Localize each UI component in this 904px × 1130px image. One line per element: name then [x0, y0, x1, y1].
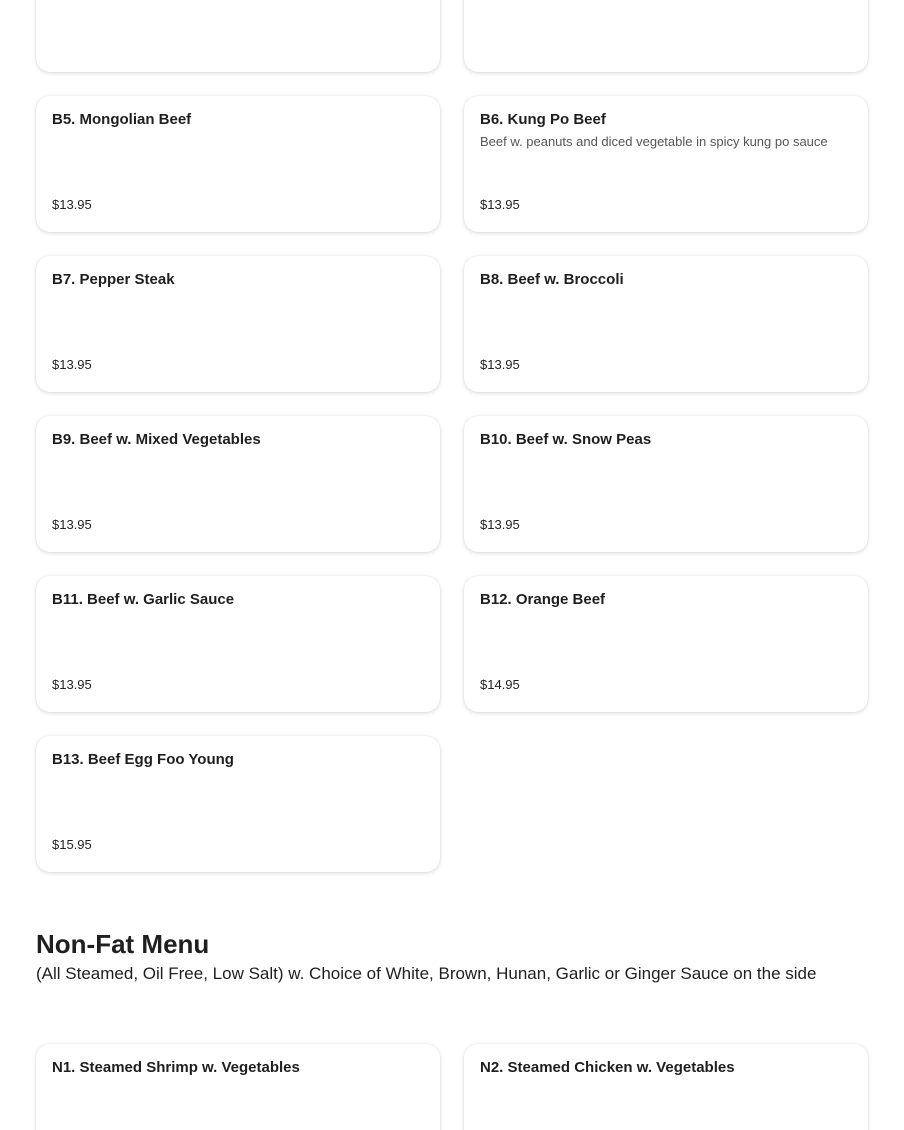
- item-price: $13.95: [480, 197, 520, 212]
- item-price: $13.95: [480, 517, 520, 532]
- menu-item-card[interactable]: [36, 1044, 440, 1130]
- item-price: $15.95: [52, 837, 92, 852]
- menu-item-card[interactable]: [36, 416, 440, 552]
- item-price: $14.95: [480, 677, 520, 692]
- item-name: B6. Kung Po Beef: [480, 111, 606, 128]
- menu-item-card[interactable]: [464, 96, 868, 232]
- item-description: Beef w. peanuts and diced vegetable in spicy kung po sauce: [480, 134, 828, 149]
- menu-item-card[interactable]: [464, 576, 868, 712]
- menu-item-card[interactable]: [464, 0, 868, 72]
- menu-item-card[interactable]: [464, 1044, 868, 1130]
- item-name: B10. Beef w. Snow Peas: [480, 431, 652, 448]
- item-name: B8. Beef w. Broccoli: [480, 271, 624, 288]
- menu-item-card[interactable]: [36, 96, 440, 232]
- section-title: Non-Fat Menu: [36, 929, 210, 959]
- item-name: B11. Beef w. Garlic Sauce: [52, 591, 235, 608]
- item-name: N1. Steamed Shrimp w. Vegetables: [52, 1059, 300, 1076]
- menu-item-card[interactable]: [36, 736, 440, 872]
- item-name: N2. Steamed Chicken w. Vegetables: [480, 1059, 735, 1076]
- menu-item-card[interactable]: [464, 416, 868, 552]
- section-subtitle: (All Steamed, Oil Free, Low Salt) w. Choice of White, Brown, Hunan, Garlic or Ginger Sauce on the side: [36, 964, 817, 983]
- item-name: B9. Beef w. Mixed Vegetables: [52, 431, 261, 448]
- menu-item-card[interactable]: [36, 576, 440, 712]
- item-name: B7. Pepper Steak: [52, 271, 175, 288]
- menu-item-card[interactable]: [36, 0, 440, 72]
- menu-item-card[interactable]: [36, 256, 440, 392]
- item-price: $13.95: [52, 357, 92, 372]
- menu-item-card[interactable]: [464, 256, 868, 392]
- item-name: B5. Mongolian Beef: [52, 111, 192, 128]
- item-price: $13.95: [52, 517, 92, 532]
- item-name: B13. Beef Egg Foo Young: [52, 751, 234, 768]
- item-price: $13.95: [52, 677, 92, 692]
- item-name: B12. Orange Beef: [480, 591, 606, 608]
- item-price: $13.95: [480, 357, 520, 372]
- item-price: $13.95: [52, 197, 92, 212]
